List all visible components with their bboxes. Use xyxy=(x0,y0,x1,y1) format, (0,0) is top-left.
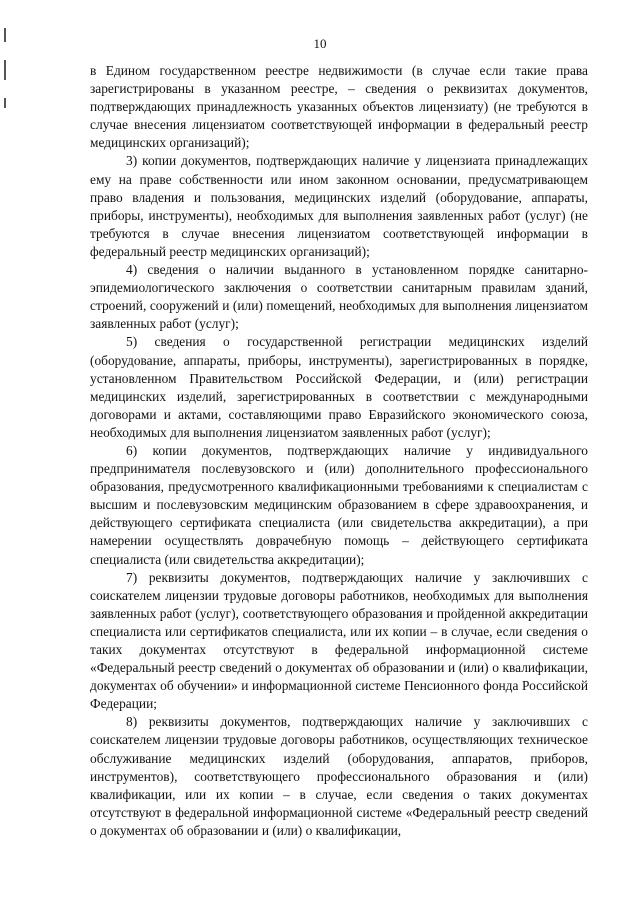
page-number: 10 xyxy=(313,36,327,51)
document-body xyxy=(90,62,588,840)
paragraph-item-5: 5) сведения о государственной регистрации медицинских изделий (оборудование, аппараты, приборы, инструменты), зарегистрированных в порядке, установленном Правительством Российской Федерации, и (или) регистрации медицинских изделий, зарегистрированных в соответствии с международными договорами и актами, составляющими право Евразийского экономического союза, необходимых для выполнения лицензиатом заявленных работ (услуг); xyxy=(90,334,588,440)
paragraph-item-3: 3) копии документов, подтверждающих наличие у лицензиата принадлежащих ему на праве собственности или ином законном основании, предусматривающем право владения и пользования, медицинских изделий (оборудование, аппараты, приборы, инструменты), необходимых для выполнения заявленных работ (услуг) (не требуются в случае внесения лицензиатом соответствующей информации в федеральный реестр медицинских организаций); xyxy=(90,153,588,259)
paragraph-item-7: 7) реквизиты документов, подтверждающих наличие у заключивших с соискателем лицензии трудовые договоры работников, необходимых для выполнения заявленных работ (услуг), соответствующего образования и пройденной аккредитации специалиста или сертификатов специалиста, или их копии – в случае, если сведения о таких документах отсутствуют в федеральной информационной системе «Федеральный реестр сведений о документах об образовании и (или) о квалификации, документах об обучении» и информационной системе Пенсионного фонда Российской Федерации; xyxy=(90,569,588,712)
paragraph-item-8: 8) реквизиты документов, подтверждающих наличие у заключивших с соискателем лицензии трудовые договоры работников, осуществляющих техническое обслуживание медицинских изделий (оборудования, аппаратов, приборов, инструментов), соответствующего профессионального образования и (или) квалификации, или их копии – в случае, если сведения о таких документах отсутствуют в федеральной информационной системе «Федеральный реестр сведений о документах об образовании и (или) о квалификации, xyxy=(90,714,588,838)
paragraph-item-4: 4) сведения о наличии выданного в установленном порядке санитарно-эпидемиологического заключения о соответствии санитарным правилам зданий, строений, сооружений и (или) помещений, необходимых для выполнения лицензиатом заявленных работ (услуг); xyxy=(90,262,588,332)
paragraph-item-6: 6) копии документов, подтверждающих наличие у индивидуального предпринимателя послевузовского и (или) дополнительного профессионального образования, предусмотренного квалификационными требованиями к специалистам с высшим и послевузовским медицинским образованием в сфере здравоохранения, и действующего сертификата специалиста (или свидетельства аккредитации), а при намерении осуществлять доврачебную помощь – действующего сертификата специалиста (или свидетельства аккредитации); xyxy=(90,442,588,567)
paragraph-continuation: в Едином государственном реестре недвижимости (в случае если такие права зарегистрированы в указанном реестре, – сведения о реквизитах документов, подтверждающих принадлежность указанных объектов лицензиату) (не требуются в случае внесения лицензиатом соответствующей информации в федеральный реестр медицинских организаций); xyxy=(90,63,588,151)
